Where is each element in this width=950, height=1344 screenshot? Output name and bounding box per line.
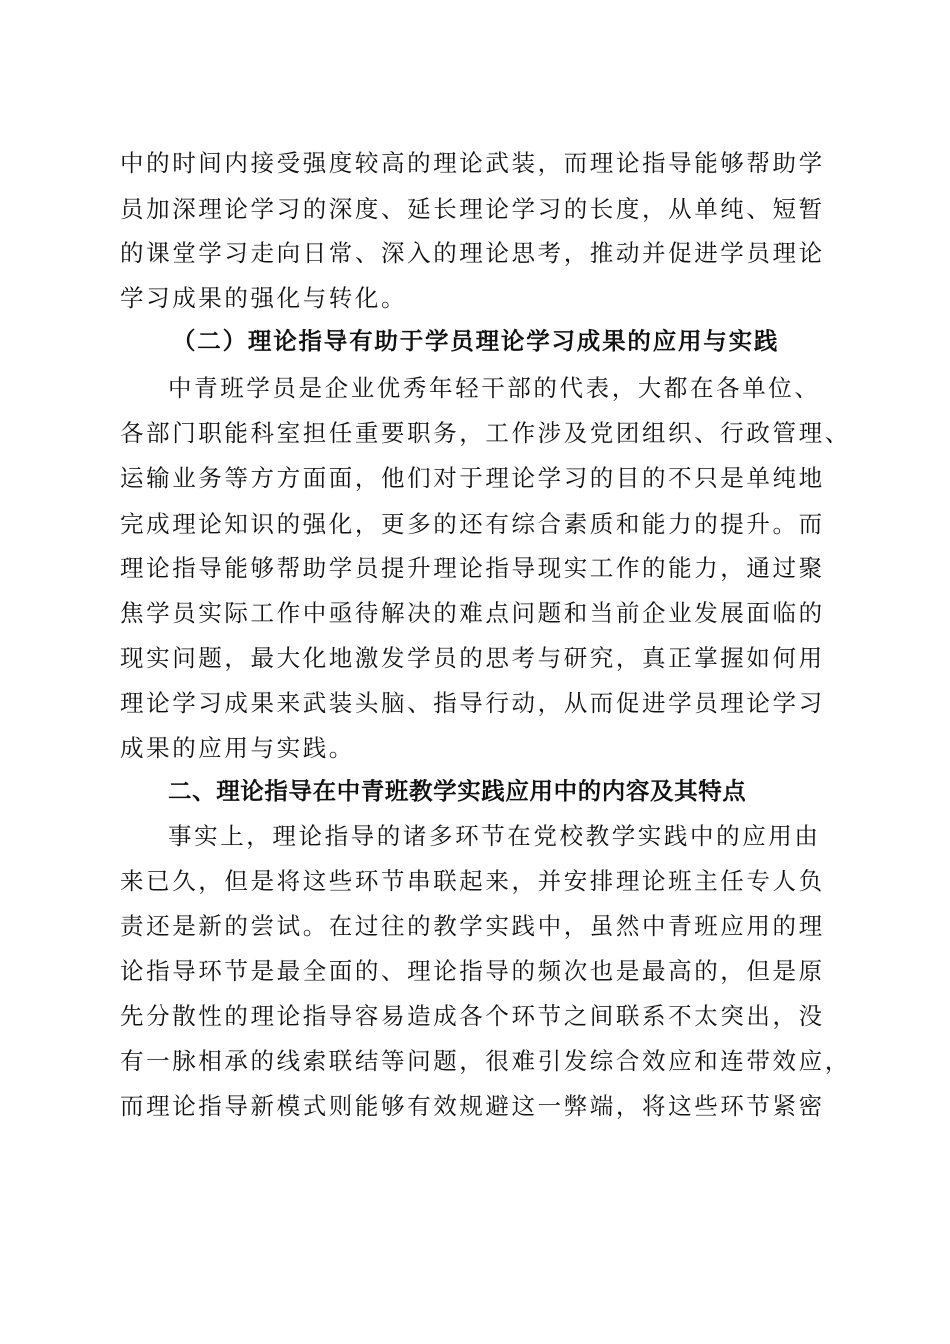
paragraph-1-line-2: 员加深理论学习的深度、延长理论学习的长度，从单纯、短暂 bbox=[120, 195, 825, 223]
paragraph-2-line-7: 现实问题，最大化地激发学员的思考与研究，真正掌握如何用 bbox=[120, 644, 825, 672]
paragraph-2-line-1: 中青班学员是企业优秀年轻干部的代表，大都在各单位、 bbox=[168, 374, 821, 402]
paragraph-3-line-3: 责还是新的尝试。在过往的教学实践中，虽然中青班应用的理 bbox=[120, 912, 825, 940]
paragraph-2-line-2: 各部门职能科室担任重要职务，工作涉及党团组织、行政管理、 bbox=[120, 419, 851, 447]
paragraph-1-line-4: 学习成果的强化与转化。 bbox=[120, 284, 408, 312]
paragraph-3-line-6: 有一脉相承的线索联结等问题，很难引发综合效应和连带效应， bbox=[120, 1047, 851, 1075]
paragraph-2-line-8: 理论学习成果来武装头脑、指导行动，从而促进学员理论学习 bbox=[120, 689, 825, 717]
paragraph-2-line-9: 成果的应用与实践。 bbox=[120, 734, 355, 762]
paragraph-3-line-1: 事实上，理论指导的诸多环节在党校教学实践中的应用由 bbox=[168, 822, 821, 850]
paragraph-1-line-1: 中的时间内接受强度较高的理论武装，而理论指导能够帮助学 bbox=[120, 149, 825, 177]
paragraph-3-line-5: 先分散性的理论指导容易造成各个环节之间联系不太突出，没 bbox=[120, 1002, 825, 1030]
paragraph-1-line-3: 的课堂学习走向日常、深入的理论思考，推动并促进学员理论 bbox=[120, 239, 825, 267]
paragraph-3-line-2: 来已久，但是将这些环节串联起来，并安排理论班主任专人负 bbox=[120, 867, 825, 895]
section-subheading: （二）理论指导有助于学员理论学习成果的应用与实践 bbox=[172, 327, 780, 355]
paragraph-3-line-7: 而理论指导新模式则能够有效规避这一弊端，将这些环节紧密 bbox=[120, 1092, 825, 1120]
paragraph-2-line-3: 运输业务等方方面面，他们对于理论学习的目的不只是单纯地 bbox=[120, 464, 825, 492]
section-heading: 二、理论指导在中青班教学实践应用中的内容及其特点 bbox=[168, 777, 747, 805]
paragraph-2-line-4: 完成理论知识的强化，更多的还有综合素质和能力的提升。而 bbox=[120, 510, 825, 538]
paragraph-2-line-5: 理论指导能够帮助学员提升理论指导现实工作的能力，通过聚 bbox=[120, 554, 825, 582]
paragraph-3-line-4: 论指导环节是最全面的、理论指导的频次也是最高的，但是原 bbox=[120, 957, 825, 985]
paragraph-2-line-6: 焦学员实际工作中亟待解决的难点问题和当前企业发展面临的 bbox=[120, 599, 825, 627]
